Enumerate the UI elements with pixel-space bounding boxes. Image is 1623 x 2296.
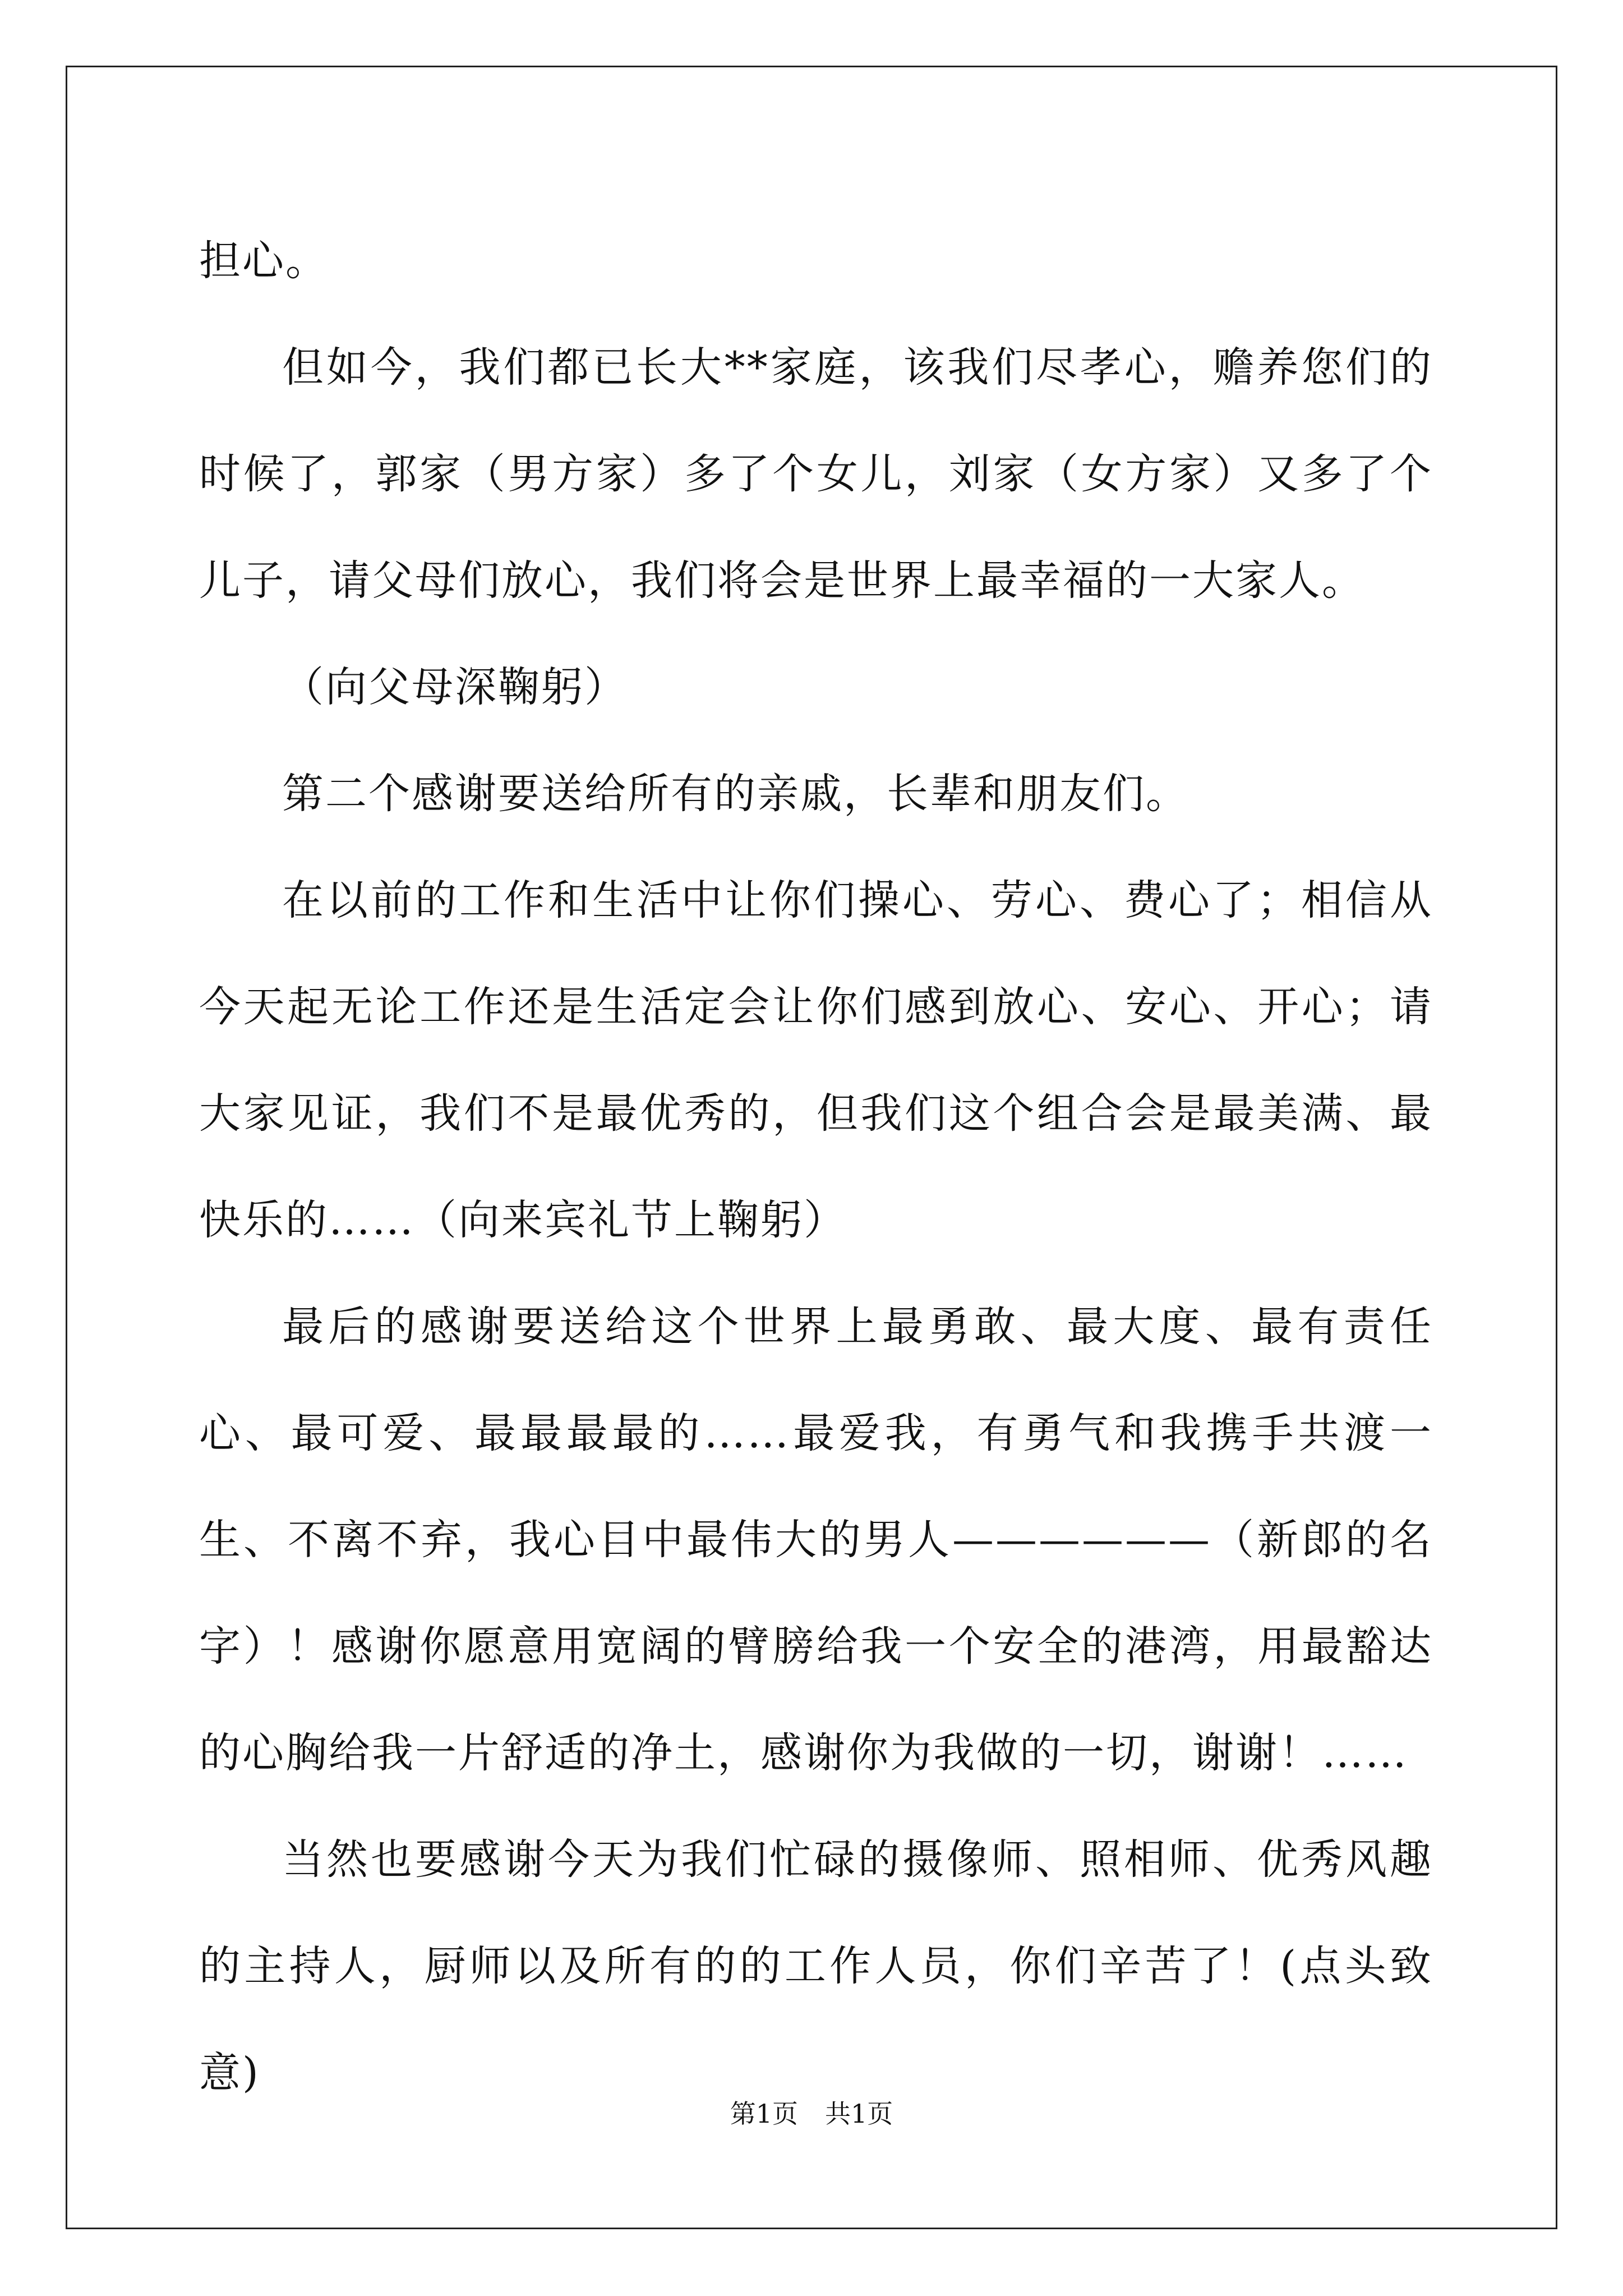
document-body <box>199 208 1433 2126</box>
page-footer <box>0 2097 1623 2131</box>
page-number: 第1页 <box>730 2099 798 2129</box>
paragraph: 但如今，我们都已长大**家庭，该我们尽孝心，赡养您们的时候了，郭家（男方家）多了个女儿，刘家（女方家）又多了个儿子，请父母们放心，我们将会是世界上最幸福的一大家人。 <box>199 343 1433 605</box>
paragraph: 最后的感谢要送给这个世界上最勇敢、最大度、最有责任心、最可爱、最最最最的……最爱我，有勇气和我携手共渡一生、不离不弃，我心目中最伟大的男人——————（新郎的名字）！感谢你愿意用宽阔的臂膀给我一个安全的港湾，用最豁达的心胸给我一片舒适的净土，感谢你为我做的一切，谢谢！…… <box>199 1303 1433 1777</box>
paragraph: 当然也要感谢今天为我们忙碌的摄像师、照相师、优秀风趣的主持人，厨师以及所有的的工作人员，你们辛苦了！(点头致意) <box>199 1835 1433 2097</box>
paragraph: 在以前的工作和生活中让你们操心、劳心、费心了；相信从今天起无论工作还是生活定会让你们感到放心、安心、开心；请大家见证，我们不是最优秀的，但我们这个组合会是最美满、最快乐的……（向来宾礼节上鞠躬） <box>199 876 1433 1244</box>
paragraph: （向父母深鞠躬） <box>282 663 628 711</box>
paragraph: 第二个感谢要送给所有的亲戚，长辈和朋友们。 <box>282 770 1189 818</box>
page-total: 共1页 <box>825 2099 893 2129</box>
paragraph: 担心。 <box>199 237 329 285</box>
